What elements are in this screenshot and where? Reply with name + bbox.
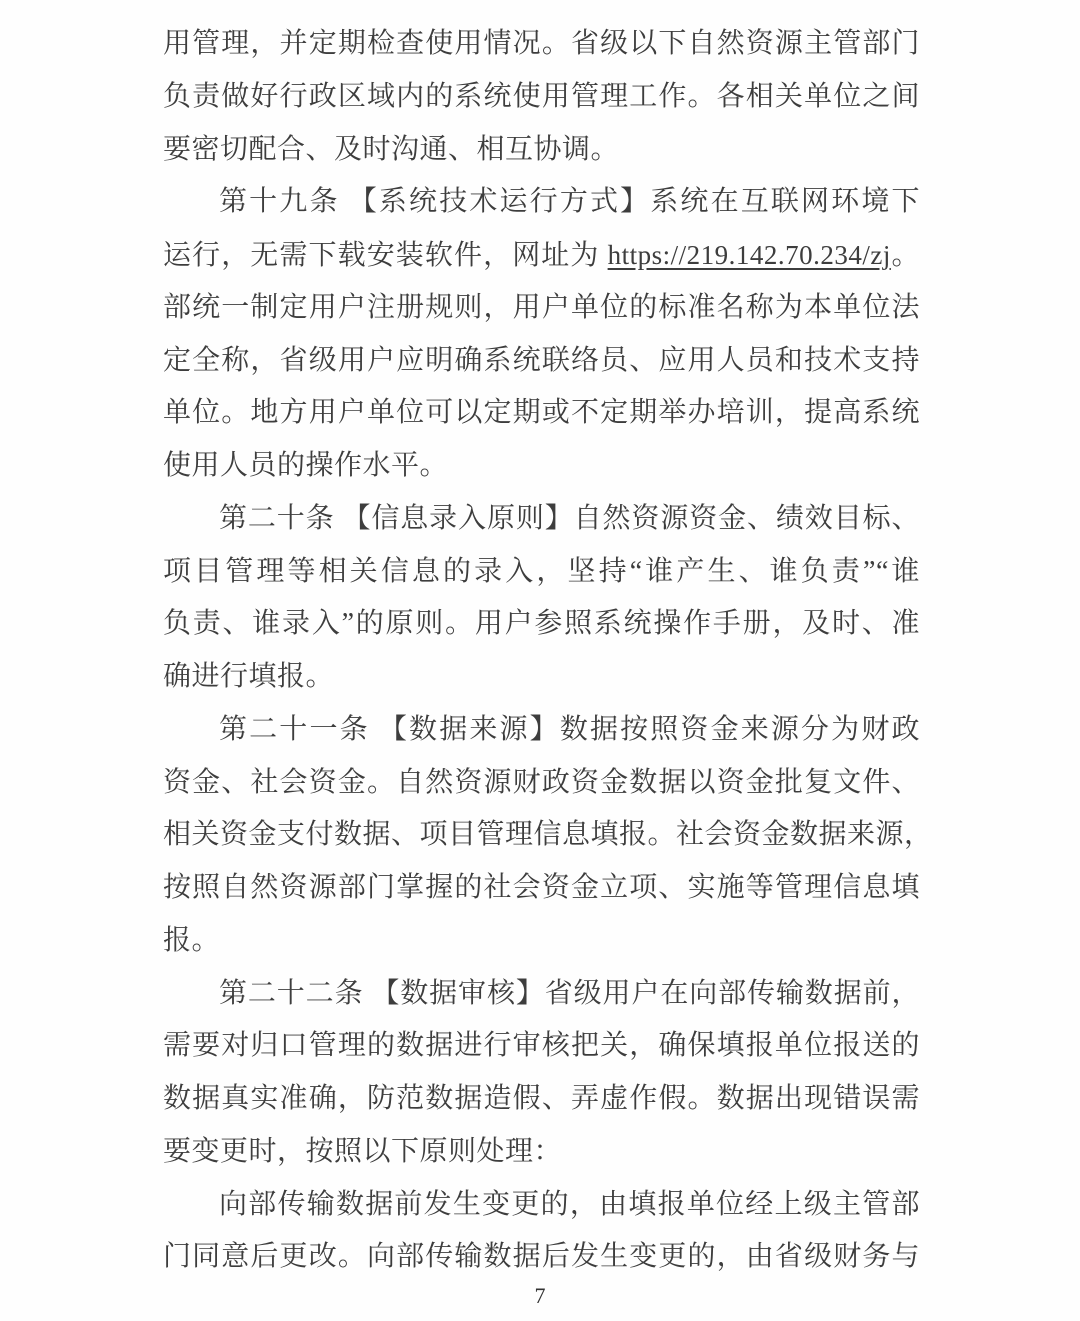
text-line: 向部传输数据前发生变更的，由填报单位经上级主管部 [219, 1188, 920, 1220]
text-line: 确进行填报。 [163, 661, 335, 692]
text-line: 用管理，并定期检查使用情况。省级以下自然资源主管部门 [163, 28, 920, 59]
text-line: 报。 [163, 924, 221, 956]
text-line: 相关资金支付数据、项目管理信息填报。社会资金数据来源， [163, 819, 933, 851]
text-line: 数据真实准确，防范数据造假、弄虚作假。数据出现错误需 [163, 1083, 920, 1114]
text-line: 单位。地方用户单位可以定期或不定期举办培训，提高系统 [163, 397, 920, 429]
text-line: 第十九条 【系统技术运行方式】系统在互联网环境下 [219, 186, 920, 218]
text-line: 按照自然资源部门掌握的社会资金立项、实施等管理信息填 [163, 872, 920, 903]
text-line [163, 229, 920, 282]
url-suffix-text: 。 [890, 240, 920, 271]
text-line: 门同意后更改。向部传输数据后发生变更的，由省级财务与 [163, 1241, 920, 1273]
text-line: 使用人员的操作水平。 [163, 450, 449, 481]
text-line: 定全称，省级用户应明确系统联络员、应用人员和技术支持 [163, 344, 920, 376]
page-number: 7 [534, 1283, 546, 1308]
text-line: 要变更时，按照以下原则处理： [163, 1135, 563, 1167]
document-body [163, 18, 933, 1284]
text-line: 第二十二条 【数据审核】省级用户在向部传输数据前， [219, 977, 920, 1009]
url-prefix-text: 运行，无需下载安装软件，网址为 [163, 240, 608, 271]
text-line: 需要对归口管理的数据进行审核把关，确保填报单位报送的 [163, 1030, 920, 1062]
text-line: 资金、社会资金。自然资源财政资金数据以资金批复文件、 [163, 766, 920, 798]
text-line: 部统一制定用户注册规则，用户单位的标准名称为本单位法 [163, 291, 920, 323]
text-line: 项目管理等相关信息的录入，坚持“谁产生、谁负责”“谁 [163, 555, 920, 587]
text-line: 第二十条 【信息录入原则】自然资源资金、绩效目标、 [219, 502, 920, 534]
text-line: 负责做好行政区域内的系统使用管理工作。各相关单位之间 [163, 80, 920, 112]
text-line: 要密切配合、及时沟通、相互协调。 [163, 133, 620, 165]
system-url-link[interactable]: https://219.142.70.234/zj [607, 240, 891, 270]
text-line: 第二十一条 【数据来源】数据按照资金来源分为财政 [219, 713, 920, 745]
text-line: 负责、谁录入”的原则。用户参照系统操作手册，及时、准 [163, 608, 920, 640]
